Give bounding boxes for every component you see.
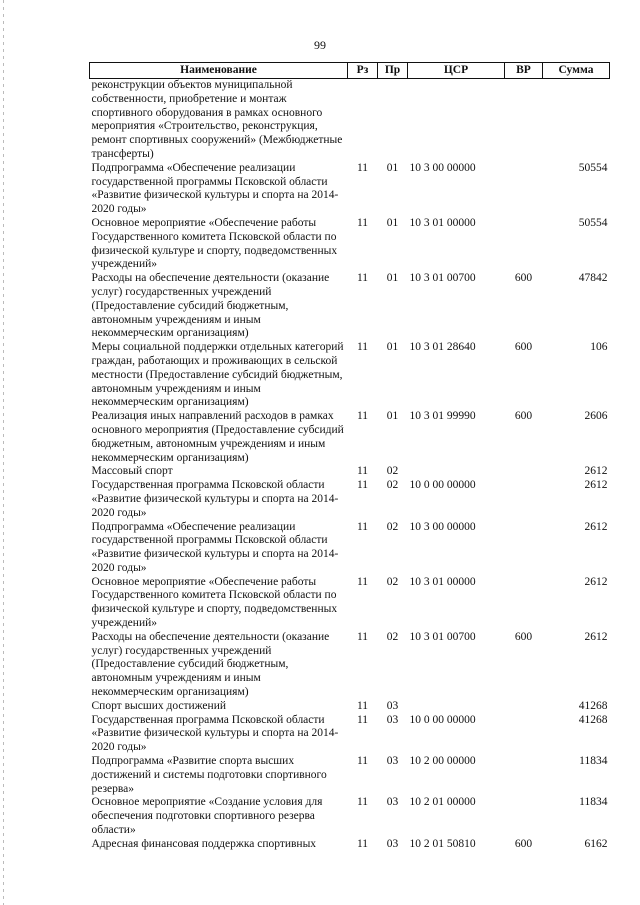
cell-rz: 11	[356, 161, 369, 174]
cell-pr	[378, 79, 408, 162]
scan-edge	[3, 0, 4, 905]
cell-pr: 02	[386, 520, 399, 533]
cell-csr: 10 3 00 00000	[409, 520, 476, 533]
cell-rz	[348, 79, 378, 162]
header-csr: ЦСР	[408, 63, 505, 79]
cell-vr	[505, 755, 543, 796]
cell-vr: 600	[514, 630, 533, 643]
cell-name: Государственная программа Псковской области «Развитие физической культуры и спорта на 2014-2020 годы»	[91, 479, 339, 519]
cell-vr	[505, 79, 543, 162]
header-pr: Пр	[378, 63, 408, 79]
header-name: Наименование	[90, 63, 348, 79]
cell-rz: 11	[356, 755, 369, 768]
cell-name: Меры социальной поддержки отдельных категорий граждан, работающих и проживающих в сельской местности (Предоставление субсидий бюджетным, автономным учреждениям и иным некоммерческим организациям)	[91, 341, 344, 409]
cell-csr: 10 3 00 00000	[409, 161, 476, 174]
cell-vr	[505, 465, 543, 479]
cell-rz: 11	[356, 520, 369, 533]
table-row	[90, 700, 610, 714]
table-row	[90, 521, 610, 576]
cell-name: Расходы на обеспечение деятельности (оказание услуг) государственных учреждений (Предоставление субсидий бюджетным, автономным учреждениям и иным некоммерческим организациям)	[91, 630, 330, 699]
cell-name: Государственная программа Псковской области «Развитие физической культуры и спорта на 2014-2020 годы»	[91, 713, 339, 754]
page-number: 99	[314, 38, 326, 52]
cell-sum: 2612	[584, 479, 608, 492]
table-body	[90, 79, 610, 852]
cell-pr: 01	[386, 216, 399, 229]
budget-table	[89, 62, 610, 852]
cell-name: Подпрограмма «Обеспечение реализации государственной программы Псковской области «Развитие физической культуры и спорта на 2014-2020 годы»	[91, 520, 339, 574]
cell-vr: 600	[514, 410, 533, 423]
cell-csr: 10 3 01 28640	[409, 341, 476, 354]
cell-rz: 11	[356, 341, 369, 354]
cell-name: Расходы на обеспечение деятельности (оказание услуг) государственных учреждений (Предоставление субсидий бюджетным, автономным учреждениям и иным некоммерческим организациям)	[91, 272, 330, 340]
cell-sum: 2612	[584, 575, 608, 588]
cell-pr: 03	[386, 713, 399, 726]
cell-rz: 11	[356, 796, 369, 809]
table-row	[90, 631, 610, 700]
table-row	[90, 272, 610, 341]
table-row	[90, 341, 610, 410]
cell-sum: 2606	[584, 410, 608, 423]
cell-pr: 02	[386, 479, 399, 492]
cell-name: реконструкции объектов муниципальной собственности, приобретение и монтаж спортивного оборудования в рамках основного мероприятия «Строительство, реконструкция, ремонт спортивных сооружений» (Межбюджетные трансферты)	[91, 79, 343, 160]
cell-sum: 106	[590, 341, 608, 354]
cell-csr: 10 2 01 50810	[409, 837, 476, 850]
cell-csr: 10 2 00 00000	[409, 755, 476, 768]
cell-pr: 02	[386, 465, 399, 478]
cell-csr: 10 0 00 00000	[409, 479, 476, 492]
cell-csr: 10 3 01 00700	[409, 272, 476, 285]
cell-rz: 11	[356, 479, 369, 492]
table-row	[90, 796, 610, 837]
cell-sum: 11834	[579, 755, 608, 768]
cell-vr	[505, 479, 543, 520]
cell-sum: 2612	[584, 465, 608, 478]
cell-csr: 10 3 01 99990	[409, 410, 476, 423]
cell-csr	[408, 700, 505, 714]
cell-vr	[505, 162, 543, 217]
cell-sum: 41268	[578, 699, 608, 712]
table-row	[90, 217, 610, 272]
cell-csr	[408, 79, 505, 162]
cell-sum: 41268	[578, 713, 608, 726]
cell-rz: 11	[356, 837, 369, 850]
cell-rz: 11	[356, 630, 369, 643]
cell-pr: 02	[386, 575, 399, 588]
table-row	[90, 465, 610, 479]
cell-rz: 11	[356, 699, 369, 712]
cell-sum: 2612	[584, 520, 608, 533]
cell-pr: 03	[386, 699, 399, 712]
table-row	[90, 755, 610, 796]
cell-rz: 11	[356, 216, 369, 229]
cell-name: Подпрограмма «Развитие спорта высших достижений и системы подготовки спортивного резерва»	[91, 755, 327, 795]
cell-pr: 01	[386, 161, 399, 174]
cell-csr	[408, 465, 505, 479]
cell-sum	[543, 79, 610, 162]
cell-csr: 10 3 01 00000	[409, 216, 476, 229]
cell-vr: 600	[514, 837, 533, 850]
cell-pr: 01	[386, 341, 399, 354]
cell-pr: 03	[386, 796, 399, 809]
cell-sum: 50554	[578, 216, 608, 229]
cell-vr: 600	[514, 272, 533, 285]
table-header	[90, 63, 610, 79]
table-row	[90, 714, 610, 755]
cell-pr: 03	[386, 837, 399, 850]
cell-name: Реализация иных направлений расходов в рамках основного мероприятия (Предоставление субсидий бюджетным, автономным учреждениям и иным некоммерческим организациям)	[91, 410, 344, 464]
table-row	[90, 576, 610, 631]
cell-rz: 11	[356, 713, 369, 726]
cell-pr: 01	[386, 410, 399, 423]
cell-vr	[505, 700, 543, 714]
cell-pr: 02	[386, 630, 399, 643]
cell-name: Основное мероприятие «Обеспечение работы Государственного комитета Псковской области по физической культуре и спорту, подведомственных учреждений»	[91, 575, 338, 630]
cell-csr: 10 0 00 00000	[409, 713, 476, 726]
cell-vr	[505, 796, 543, 837]
table-row	[90, 838, 610, 852]
cell-pr: 01	[386, 272, 399, 285]
cell-name: Массовый спорт	[91, 465, 173, 478]
cell-vr	[505, 521, 543, 576]
table-row	[90, 410, 610, 465]
table-row	[90, 162, 610, 217]
cell-name: Основное мероприятие «Создание условия для обеспечения подготовки спортивного резерва области»	[91, 796, 323, 837]
cell-name: Спорт высших достижений	[91, 699, 227, 712]
cell-name: Подпрограмма «Обеспечение реализации государственной программы Псковской области «Развитие физической культуры и спорта на 2014-2020 годы»	[91, 161, 339, 216]
cell-csr: 10 2 01 00000	[409, 796, 476, 809]
cell-rz: 11	[356, 465, 369, 478]
cell-name: Основное мероприятие «Обеспечение работы Государственного комитета Псковской области по физической культуре и спорту, подведомственных учреждений»	[91, 216, 338, 271]
cell-sum: 50554	[578, 161, 608, 174]
cell-sum: 11834	[579, 796, 608, 809]
header-vr: ВР	[505, 63, 543, 79]
cell-rz: 11	[356, 410, 369, 423]
header-rz: Рз	[348, 63, 378, 79]
cell-vr	[505, 576, 543, 631]
cell-csr: 10 3 01 00000	[409, 575, 476, 588]
table-row	[90, 79, 610, 162]
cell-name: Адресная финансовая поддержка спортивных	[91, 837, 317, 850]
table-row	[90, 479, 610, 520]
cell-vr	[505, 217, 543, 272]
cell-vr	[505, 714, 543, 755]
cell-rz: 11	[356, 272, 369, 285]
cell-rz: 11	[356, 575, 369, 588]
cell-vr: 600	[514, 341, 533, 354]
cell-sum: 47842	[578, 272, 608, 285]
header-sum: Сумма	[543, 63, 610, 79]
cell-csr: 10 3 01 00700	[409, 630, 476, 643]
cell-sum: 2612	[584, 630, 608, 643]
cell-pr: 03	[386, 755, 399, 768]
cell-sum: 6162	[584, 837, 608, 850]
